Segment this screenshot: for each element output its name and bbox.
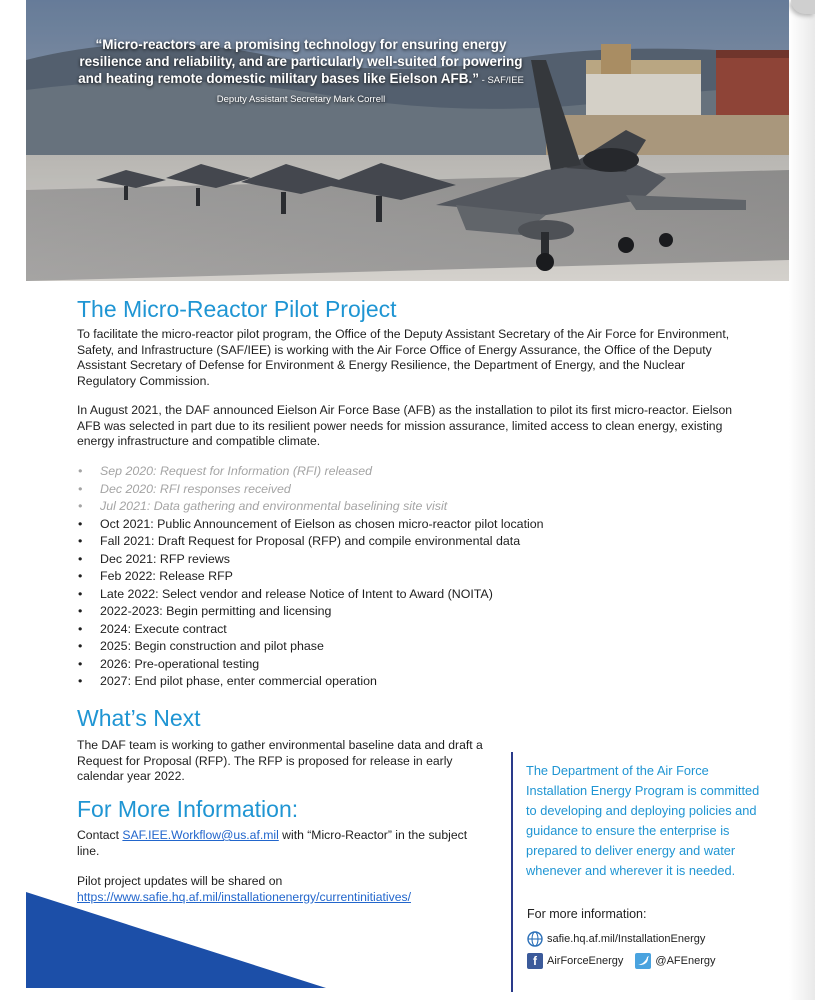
timeline-item: • Jul 2021: Data gathering and environmental baselining site visit xyxy=(77,498,717,516)
facebook-handle[interactable]: AirForceEnergy xyxy=(547,955,624,967)
hero-quote xyxy=(66,36,536,108)
timeline-item: • Dec 2021: RFP reviews xyxy=(77,551,717,569)
section-title-more-info: For More Information: xyxy=(77,796,299,822)
timeline-list xyxy=(77,463,717,691)
page-shadow xyxy=(789,0,815,1000)
quote-text: “Micro-reactors are a promising technology for ensuring energy resilience and reliability, and are particularly well-suited for powering and heating remote domestic military bases like Eielson AFB.” xyxy=(78,37,523,86)
timeline-item: • 2025: Begin construction and pilot phase xyxy=(77,638,717,656)
timeline-item: • Late 2022: Select vendor and release Notice of Intent to Award (NOITA) xyxy=(77,586,717,604)
timeline-item: • 2022-2023: Begin permitting and licensing xyxy=(77,603,717,621)
decorative-blue-triangle xyxy=(26,892,326,988)
section-title-pilot-project: The Micro-Reactor Pilot Project xyxy=(77,296,397,322)
sidebar-divider xyxy=(511,752,513,992)
timeline-item: • 2027: End pilot phase, enter commercial operation xyxy=(77,673,717,691)
timeline-item: • Feb 2022: Release RFP xyxy=(77,568,717,586)
updates-link[interactable]: https://www.safie.hq.af.mil/installationenergy/currentinitiatives/ xyxy=(77,889,411,904)
more-info-label: For more information: xyxy=(527,907,647,921)
timeline-item: • Oct 2021: Public Announcement of Eielson as chosen micro-reactor pilot location xyxy=(77,516,717,534)
facebook-icon[interactable]: f xyxy=(527,953,543,969)
program-blurb: The Department of the Air Force Installation Energy Program is committed to developing and deploying policies and guidance to ensure the enterprise is prepared to deliver energy and water whenever and wherever it is needed. xyxy=(526,763,760,878)
twitter-icon[interactable] xyxy=(635,953,651,969)
paragraph-eielson-selection: In August 2021, the DAF announced Eielson Air Force Base (AFB) as the installation to pilot its first micro-reactor. Eielson AFB was selected in part due to its resilient power needs for mission assurance, limited access to clean energy, existing energy infrastructure and compatible climate. xyxy=(77,403,733,448)
section-title-whats-next: What’s Next xyxy=(77,705,201,731)
contact-suffix: with “Micro-Reactor” in the subject line. xyxy=(77,828,468,858)
timeline-item: • Sep 2020: Request for Information (RFI) released xyxy=(77,463,717,481)
contact-prefix: Contact xyxy=(77,828,123,842)
updates-text: Pilot project updates will be shared on xyxy=(77,874,283,888)
website-row[interactable] xyxy=(527,931,705,947)
website-text: safie.hq.af.mil/InstallationEnergy xyxy=(547,933,706,945)
twitter-handle[interactable]: @AFEnergy xyxy=(655,955,716,967)
hero-photo xyxy=(26,0,789,281)
social-row xyxy=(527,953,716,969)
contact-email-link[interactable]: SAF.IEE.Workflow@us.af.mil xyxy=(122,828,279,842)
timeline-item: • Fall 2021: Draft Request for Proposal (RFP) and compile environmental data xyxy=(77,533,717,551)
quote-attribution: - SAF/IEE Deputy Assistant Secretary Mark Correll xyxy=(216,75,524,105)
timeline-item: • Dec 2020: RFI responses received xyxy=(77,481,717,499)
timeline-item: • 2026: Pre-operational testing xyxy=(77,656,717,674)
paragraph-whats-next: The DAF team is working to gather environmental baseline data and draft a Request for Proposal (RFP). The RFP is proposed for release in early calendar year 2022. xyxy=(77,738,483,783)
paragraph-contact xyxy=(77,828,477,859)
paragraph-program-partners: To facilitate the micro-reactor pilot program, the Office of the Deputy Assistant Secretary of the Air Force for Environment, Safety, and Infrastructure (SAF/IEE) is working with the Air Force Office of Energy Assurance, the Office of the Deputy Assistant Secretary of Defense for Environment & Energy Resilience, the Department of Energy, and the Nuclear Regulatory Commission. xyxy=(77,327,730,388)
globe-icon xyxy=(527,931,543,947)
timeline-item: • 2024: Execute contract xyxy=(77,621,717,639)
